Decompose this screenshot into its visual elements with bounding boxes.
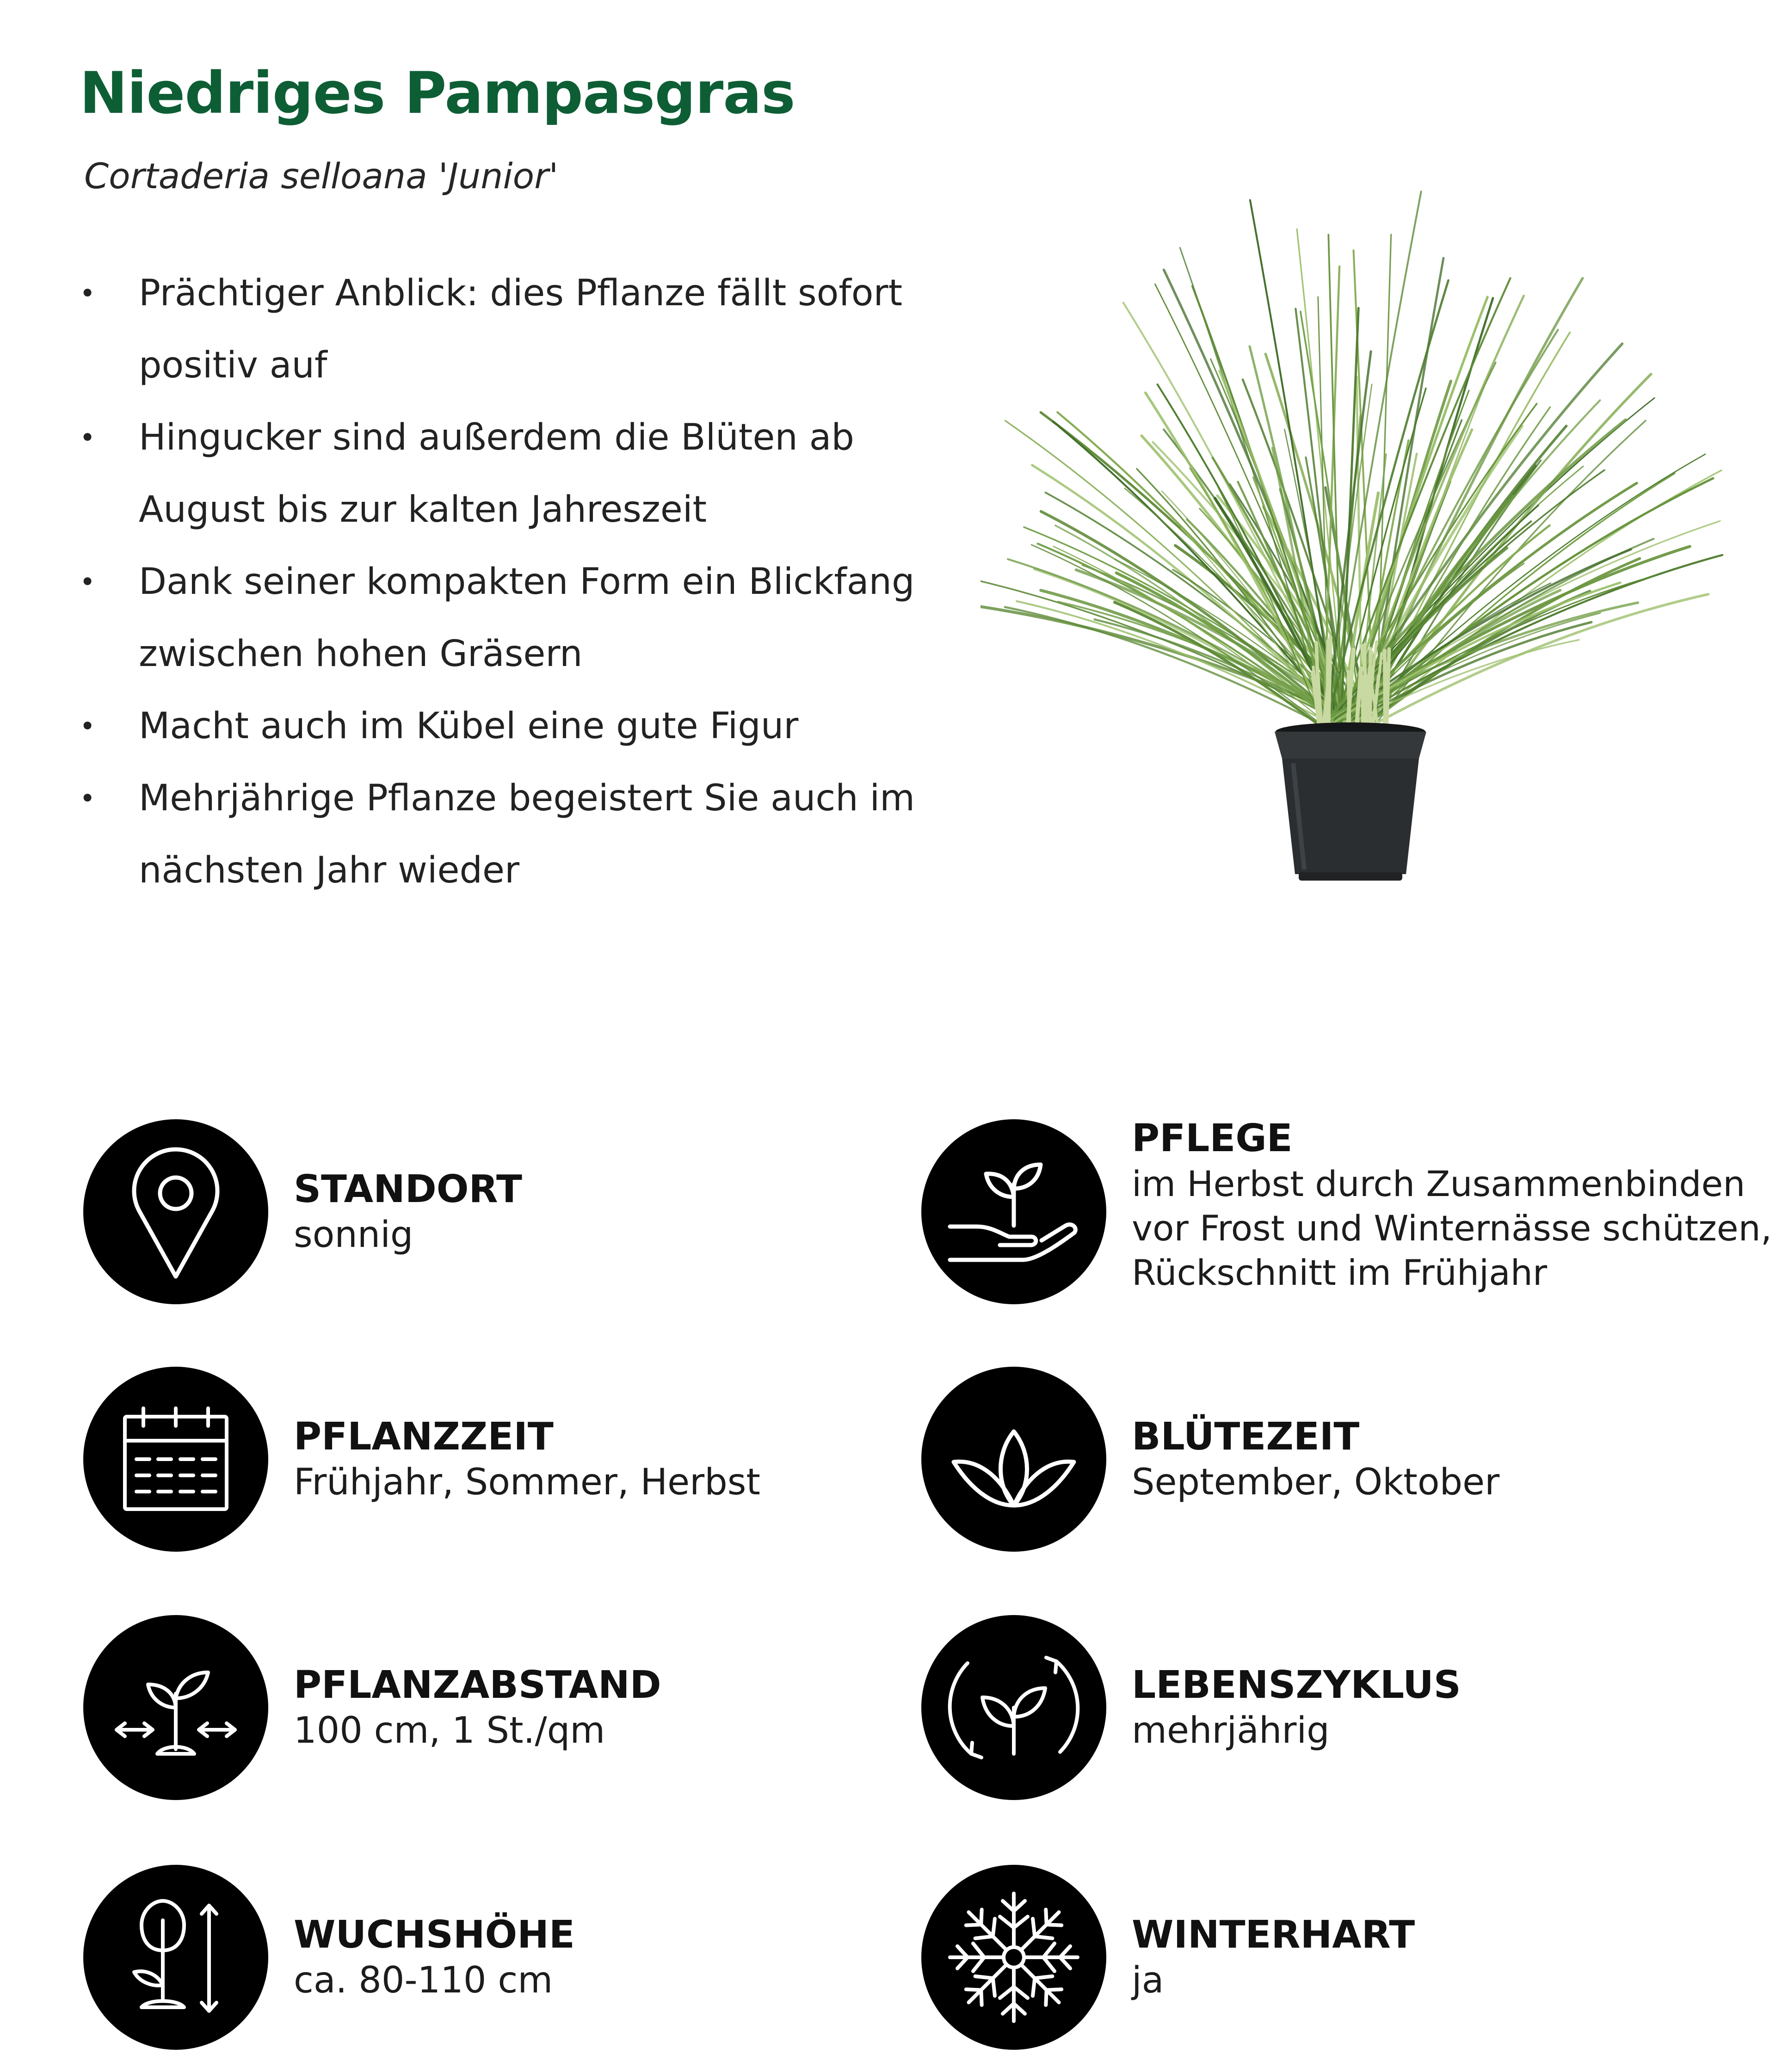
plant-pot [1275, 722, 1426, 881]
page-title: Niedriges Pampasgras [80, 60, 795, 127]
feature-item: • Mehrjährige Pflanze begeistert Sie auch im nächsten Jahr wieder [80, 762, 958, 906]
plant-photo [980, 148, 1767, 888]
info-value-line: Rückschnitt im Frühjahr [1132, 1252, 1548, 1293]
hand-seedling-icon [921, 1119, 1106, 1304]
info-pflanzabstand [83, 1615, 934, 1800]
info-pflanzzeit [83, 1367, 934, 1552]
info-bluetezeit [921, 1367, 1772, 1552]
feature-item: • Dank seiner kompakten Form ein Blickfang zwischen hohen Gräsern [80, 546, 958, 690]
feature-list [80, 257, 958, 906]
plant-height-icon [83, 1865, 268, 2050]
info-value-line: im Herbst durch Zusammenbinden [1132, 1163, 1745, 1204]
info-label: WINTERHART [1132, 1913, 1415, 1957]
feature-item: • Hingucker sind außerdem die Blüten ab August bis zur kalten Jahreszeit [80, 401, 958, 546]
info-value: sonnig [294, 1214, 413, 1256]
snowflake-icon [921, 1865, 1106, 2050]
info-value: September, Oktober [1132, 1462, 1500, 1503]
info-label: WUCHSHÖHE [294, 1913, 575, 1957]
seedling-spacing-icon [83, 1615, 268, 1800]
location-pin-icon [83, 1119, 268, 1304]
info-label: PFLANZZEIT [294, 1415, 554, 1459]
info-label: LEBENSZYKLUS [1132, 1663, 1461, 1707]
info-value-line: vor Frost und Winternässe schützen, [1132, 1208, 1772, 1249]
info-lebenszyklus [921, 1615, 1772, 1800]
botanical-name: Cortaderia selloana 'Junior' [84, 155, 559, 197]
calendar-icon [83, 1367, 268, 1552]
info-label: STANDORT [294, 1167, 522, 1211]
info-value: ja [1132, 1960, 1164, 2001]
grass-blades [980, 191, 1722, 732]
info-value: mehrjährig [1132, 1710, 1330, 1751]
info-value: Frühjahr, Sommer, Herbst [294, 1462, 760, 1503]
info-label: PFLEGE [1132, 1116, 1293, 1160]
feature-item: • Prächtiger Anblick: dies Pflanze fällt sofort positiv auf [80, 257, 958, 401]
info-label: PFLANZABSTAND [294, 1663, 661, 1707]
info-label: BLÜTEZEIT [1132, 1415, 1360, 1459]
info-pflege [921, 1116, 1772, 1304]
info-value: ca. 80-110 cm [294, 1960, 553, 2001]
info-winterhart [921, 1865, 1772, 2050]
lotus-flower-icon [921, 1367, 1106, 1552]
cycle-seedling-icon [921, 1615, 1106, 1800]
feature-item: • Macht auch im Kübel eine gute Figur [80, 690, 958, 762]
info-value: 100 cm, 1 St./qm [294, 1710, 605, 1751]
info-wuchshoehe [83, 1865, 934, 2050]
info-standort [83, 1119, 934, 1304]
